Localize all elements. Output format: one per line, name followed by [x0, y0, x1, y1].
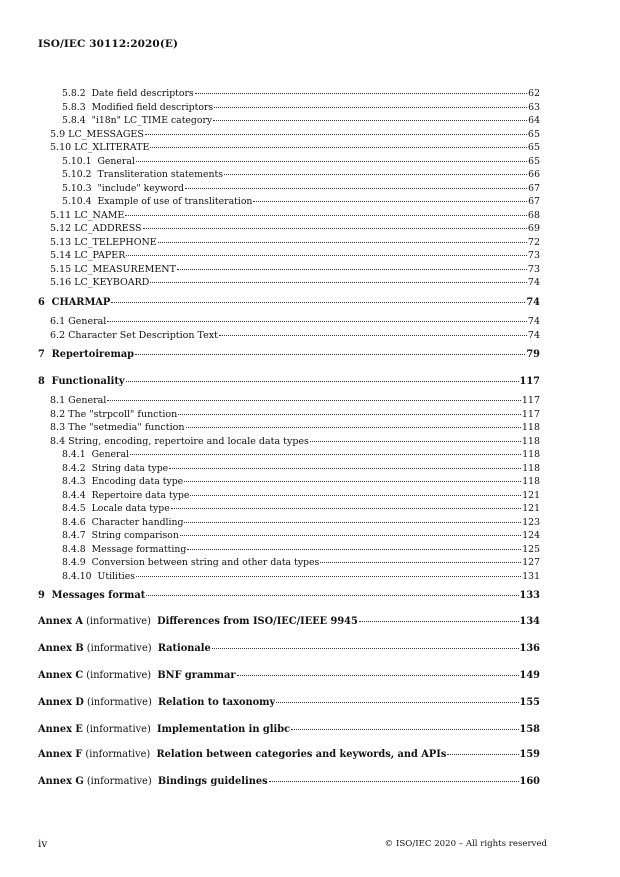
- section-title: Date field descriptors: [91, 88, 194, 99]
- page-reference: 118: [522, 476, 540, 487]
- toc-entry-title: [62, 571, 135, 583]
- dot-leader: [126, 255, 527, 256]
- toc-entry[interactable]: [38, 449, 540, 462]
- toc-entry-title: [50, 409, 177, 421]
- toc-entry-title: [38, 376, 125, 388]
- annex-label: Annex E: [38, 724, 83, 735]
- toc-entry[interactable]: [38, 237, 540, 250]
- annex-label: Annex A: [38, 616, 83, 627]
- dot-leader: [213, 120, 527, 121]
- dot-leader: [184, 522, 521, 523]
- section-number: 8.3: [50, 422, 66, 433]
- page-reference: 134: [519, 616, 540, 627]
- annex-title: [38, 616, 358, 628]
- section-title: LC_XLITERATE: [74, 142, 150, 153]
- page-reference: 117: [519, 376, 540, 387]
- annex-title: [38, 749, 446, 761]
- dot-leader: [219, 335, 527, 336]
- page-reference: 121: [522, 489, 540, 501]
- toc-entry-title: [50, 237, 157, 249]
- section-number: 8.4.10: [62, 570, 92, 582]
- toc-entry[interactable]: [38, 330, 540, 343]
- toc-entry[interactable]: [38, 142, 540, 155]
- page-reference: 63: [528, 101, 540, 113]
- section-title: Character handling: [91, 516, 184, 528]
- annex-heading: Relation between categories and keywords, and APIs: [156, 749, 447, 760]
- page-reference: 79: [526, 349, 540, 360]
- page-reference: 65: [527, 142, 540, 153]
- annex-label: Annex D: [38, 697, 84, 708]
- section-title: The "setmedia" function: [68, 422, 185, 433]
- page-reference: 118: [522, 449, 540, 460]
- section-title: General: [68, 395, 107, 406]
- section-number: 5.8.3: [62, 101, 86, 113]
- toc-entry-title: [62, 88, 194, 100]
- section-number: 5.12: [50, 223, 72, 234]
- annex-heading: Bindings guidelines: [157, 776, 268, 787]
- section-title: String data type: [91, 462, 169, 474]
- dot-leader: [177, 269, 527, 270]
- toc-entry-title: [50, 129, 144, 141]
- annex-heading: Relation to taxonomy: [158, 697, 276, 708]
- dot-leader: [136, 161, 527, 162]
- section-title: "include" keyword: [97, 182, 184, 194]
- section-number: 5.10.4: [62, 196, 92, 207]
- annex-entry[interactable]: [38, 643, 540, 656]
- annex-heading: Implementation in glibc: [157, 724, 291, 735]
- toc-entry-title: [62, 530, 179, 542]
- dot-leader: [276, 702, 518, 703]
- dot-leader: [187, 549, 521, 550]
- section-title: LC_ADDRESS: [74, 223, 142, 234]
- dot-leader: [171, 508, 522, 509]
- toc-entry-title: [38, 349, 134, 361]
- annex-label: Annex C: [38, 670, 84, 681]
- dot-leader: [158, 242, 527, 243]
- toc-entry[interactable]: [38, 210, 540, 223]
- section-title: Modified field descriptors: [91, 101, 214, 113]
- toc-entry-title: [62, 476, 183, 488]
- annex-heading: Differences from ISO/IEC/IEEE 9945: [157, 616, 358, 627]
- section-number: 5.11: [50, 209, 72, 221]
- toc-entry-title: [50, 316, 106, 328]
- toc-entry[interactable]: [38, 169, 540, 182]
- page-reference: 65: [528, 155, 540, 167]
- toc-entry[interactable]: [38, 250, 540, 263]
- dot-leader: [190, 495, 521, 496]
- annex-type: (informative): [86, 670, 152, 681]
- toc-entry[interactable]: [38, 490, 540, 503]
- toc-entry[interactable]: [38, 422, 540, 435]
- section-title: Messages format: [51, 590, 146, 601]
- toc-entry-title: [62, 557, 319, 569]
- annex-type: (informative): [86, 616, 151, 627]
- section-title: "i18n" LC_TIME category: [91, 115, 213, 126]
- toc-entry[interactable]: [38, 476, 540, 489]
- toc-entry-title: [62, 115, 212, 127]
- dot-leader: [291, 729, 519, 730]
- annex-type: (informative): [85, 724, 151, 735]
- toc-entry[interactable]: [38, 88, 540, 101]
- page-reference: 155: [519, 697, 540, 708]
- annex-type: (informative): [86, 697, 152, 708]
- section-title: String comparison: [91, 530, 179, 541]
- page-reference: 158: [519, 724, 540, 735]
- toc-entry-title: [62, 183, 184, 195]
- toc-entry-title: [50, 422, 185, 434]
- section-number: 5.16: [50, 277, 72, 288]
- section-number: 8.4.8: [62, 543, 86, 555]
- section-number: 5.14: [50, 250, 72, 261]
- toc-entry[interactable]: [38, 503, 540, 516]
- section-title: The "strpcoll" function: [68, 408, 178, 420]
- page-reference: 149: [519, 670, 540, 681]
- page-reference: 123: [522, 516, 540, 528]
- section-title: Transliteration statements: [97, 169, 223, 180]
- dot-leader: [186, 427, 521, 428]
- dot-leader: [135, 354, 525, 355]
- toc-entry-title: [62, 196, 252, 208]
- section-title: General: [97, 155, 135, 167]
- dot-leader: [253, 201, 527, 202]
- annex-title: [38, 670, 236, 682]
- page-reference: 125: [522, 543, 540, 555]
- annex-label: Annex G: [38, 776, 84, 787]
- section-title: General: [68, 316, 107, 327]
- section-number: 7: [38, 349, 45, 360]
- section-number: 5.9: [50, 128, 66, 140]
- page-reference: 131: [522, 570, 540, 582]
- toc-entry-title: [62, 449, 129, 461]
- section-number: 5.10.1: [62, 155, 92, 167]
- section-title: LC_MEASUREMENT: [74, 263, 176, 275]
- dot-leader: [146, 595, 518, 596]
- section-title: Message formatting: [91, 543, 187, 555]
- section-number: 8.1: [50, 395, 66, 406]
- toc-entry[interactable]: [38, 297, 540, 310]
- page-reference: 67: [528, 182, 540, 194]
- toc-entry[interactable]: [38, 557, 540, 570]
- toc-entry[interactable]: [38, 277, 540, 290]
- dot-leader: [145, 134, 527, 135]
- toc-entry-title: [50, 142, 149, 154]
- dot-leader: [269, 781, 519, 782]
- page-reference: 121: [522, 503, 540, 514]
- dot-leader: [150, 147, 527, 148]
- annex-heading: Rationale: [157, 643, 211, 654]
- page-reference: 124: [522, 530, 540, 541]
- section-title: Repertoiremap: [51, 349, 135, 360]
- toc-entry-title: [38, 590, 145, 602]
- page-reference: 62: [528, 88, 540, 99]
- toc-entry[interactable]: [38, 156, 540, 169]
- section-title: Repertoire data type: [91, 489, 190, 501]
- page-reference: 73: [527, 250, 540, 261]
- toc-entry-title: [62, 463, 168, 475]
- page-reference: 74: [527, 329, 540, 341]
- toc-entry[interactable]: [38, 517, 540, 530]
- section-number: 8.4.9: [62, 557, 86, 568]
- page-reference: 68: [527, 209, 540, 221]
- annex-entry[interactable]: [38, 724, 540, 737]
- section-number: 8.4.7: [62, 530, 86, 541]
- page-reference: 74: [527, 316, 540, 327]
- section-number: 8.4.2: [62, 462, 86, 474]
- dot-leader: [126, 381, 519, 382]
- section-title: Conversion between string and other data types: [91, 557, 320, 568]
- page-reference: 127: [522, 557, 540, 568]
- dot-leader: [180, 535, 521, 536]
- section-number: 5.15: [50, 263, 72, 275]
- page-reference: 118: [521, 435, 540, 447]
- dot-leader: [212, 648, 519, 649]
- toc-entry-title: [62, 102, 213, 114]
- toc-entry[interactable]: [38, 264, 540, 277]
- toc-entry-title: [62, 544, 186, 556]
- toc-entry[interactable]: [38, 102, 540, 115]
- section-title: Locale data type: [91, 503, 170, 514]
- page-reference: 73: [527, 263, 540, 275]
- page-reference: 74: [527, 277, 540, 288]
- toc-entry-title: [62, 169, 223, 181]
- page-reference: 118: [522, 462, 540, 474]
- section-title: Example of use of transliteration: [97, 196, 253, 207]
- page-reference: 72: [527, 236, 540, 248]
- section-title: Character Set Description Text: [68, 329, 218, 341]
- annex-label: Annex F: [38, 749, 83, 760]
- section-number: 8.4.1: [62, 449, 86, 460]
- toc-entry[interactable]: [38, 436, 540, 449]
- toc-entry-title: [62, 156, 135, 168]
- page-reference: 65: [527, 128, 540, 140]
- section-number: 8.4.6: [62, 516, 86, 528]
- section-number: 8.4: [50, 435, 66, 447]
- section-title: String, encoding, repertoire and locale data types: [68, 435, 309, 447]
- annex-entry[interactable]: [38, 776, 540, 789]
- dot-leader: [447, 754, 518, 755]
- toc-entry[interactable]: [38, 409, 540, 422]
- section-number: 5.10.2: [62, 169, 92, 180]
- dot-leader: [107, 400, 521, 401]
- section-number: 5.13: [50, 236, 72, 248]
- section-number: 6.2: [50, 329, 66, 341]
- section-number: 8.4.4: [62, 489, 86, 501]
- section-title: Encoding data type: [91, 476, 184, 487]
- dot-leader: [359, 621, 519, 622]
- section-number: 6.1: [50, 316, 66, 327]
- section-title: Functionality: [51, 376, 125, 387]
- toc-entry-title: [50, 395, 106, 407]
- dot-leader: [237, 675, 519, 676]
- page-reference: 69: [527, 223, 540, 234]
- dot-leader: [310, 441, 521, 442]
- section-number: 8: [38, 376, 45, 387]
- toc-entry-title: [62, 517, 183, 529]
- dot-leader: [125, 215, 527, 216]
- dot-leader: [184, 481, 521, 482]
- toc-entry[interactable]: [38, 590, 540, 603]
- dot-leader: [130, 454, 521, 455]
- annex-heading: BNF grammar: [157, 670, 236, 681]
- dot-leader: [111, 302, 525, 303]
- section-number: 8.2: [50, 408, 66, 420]
- toc-entry[interactable]: [38, 544, 540, 557]
- annex-entry[interactable]: [38, 749, 540, 762]
- section-number: 9: [38, 590, 45, 601]
- annex-title: [38, 697, 275, 709]
- dot-leader: [214, 107, 527, 108]
- section-number: 5.10: [50, 142, 72, 153]
- section-title: LC_PAPER: [74, 250, 126, 261]
- dot-leader: [195, 93, 527, 94]
- annex-entry[interactable]: [38, 670, 540, 683]
- toc-entry[interactable]: [38, 349, 540, 362]
- dot-leader: [169, 468, 521, 469]
- annex-type: (informative): [86, 776, 152, 787]
- copyright-notice: © ISO/IEC 2020 – All rights reserved: [384, 839, 547, 849]
- page-reference: 74: [526, 297, 540, 308]
- toc-entry[interactable]: [38, 196, 540, 209]
- section-title: LC_KEYBOARD: [74, 277, 150, 288]
- dot-leader: [136, 576, 521, 577]
- toc-entry[interactable]: [38, 395, 540, 408]
- section-title: General: [91, 449, 129, 460]
- toc-entry[interactable]: [38, 530, 540, 543]
- toc-entry-title: [50, 210, 124, 222]
- toc-entry-title: [62, 490, 189, 502]
- section-number: 5.10.3: [62, 182, 92, 194]
- toc-entry[interactable]: [38, 115, 540, 128]
- section-number: 6: [38, 297, 45, 308]
- page-reference: 118: [521, 422, 540, 433]
- annex-title: [38, 724, 290, 736]
- toc-entry-title: [50, 330, 218, 342]
- toc-entry[interactable]: [38, 376, 540, 389]
- toc-entry-title: [50, 277, 149, 289]
- page-reference: 159: [519, 749, 540, 760]
- toc-entry-title: [50, 264, 176, 276]
- section-title: LC_MESSAGES: [68, 128, 144, 140]
- section-number: 8.4.5: [62, 503, 86, 514]
- page-number: iv: [38, 838, 48, 850]
- toc-entry-title: [50, 223, 142, 235]
- section-title: LC_NAME: [74, 209, 125, 221]
- toc-entry[interactable]: [38, 316, 540, 329]
- toc-entry[interactable]: [38, 223, 540, 236]
- page-reference: 66: [528, 169, 540, 180]
- page-reference: 117: [521, 408, 540, 420]
- annex-label: Annex B: [38, 643, 84, 654]
- toc-entry[interactable]: [38, 463, 540, 476]
- dot-leader: [150, 282, 527, 283]
- toc-entry-title: [50, 250, 125, 262]
- dot-leader: [143, 228, 527, 229]
- toc-entry-title: [62, 503, 170, 515]
- toc-entry-title: [50, 436, 309, 448]
- annex-type: (informative): [86, 643, 152, 654]
- dot-leader: [320, 562, 521, 563]
- section-number: 5.8.2: [62, 88, 86, 99]
- page-reference: 136: [519, 643, 540, 654]
- annex-title: [38, 776, 268, 788]
- toc-entry[interactable]: [38, 571, 540, 584]
- section-title: CHARMAP: [51, 297, 111, 308]
- annex-title: [38, 643, 211, 655]
- annex-entry[interactable]: [38, 616, 540, 629]
- dot-leader: [224, 174, 527, 175]
- annex-type: (informative): [85, 749, 151, 760]
- annex-entry[interactable]: [38, 697, 540, 710]
- dot-leader: [107, 321, 527, 322]
- section-title: Utilities: [97, 570, 135, 582]
- page-reference: 64: [528, 115, 540, 126]
- page-reference: 160: [519, 776, 540, 787]
- document-id-header: ISO/IEC 30112:2020(E): [38, 38, 179, 50]
- page-reference: 117: [521, 395, 540, 406]
- section-number: 8.4.3: [62, 476, 86, 487]
- toc-entry-title: [38, 297, 110, 309]
- page-reference: 133: [519, 590, 540, 601]
- section-number: 5.8.4: [62, 115, 86, 126]
- toc-entry[interactable]: [38, 183, 540, 196]
- dot-leader: [185, 188, 527, 189]
- toc-entry[interactable]: [38, 129, 540, 142]
- page-reference: 67: [528, 196, 540, 207]
- section-title: LC_TELEPHONE: [74, 236, 157, 248]
- dot-leader: [178, 414, 521, 415]
